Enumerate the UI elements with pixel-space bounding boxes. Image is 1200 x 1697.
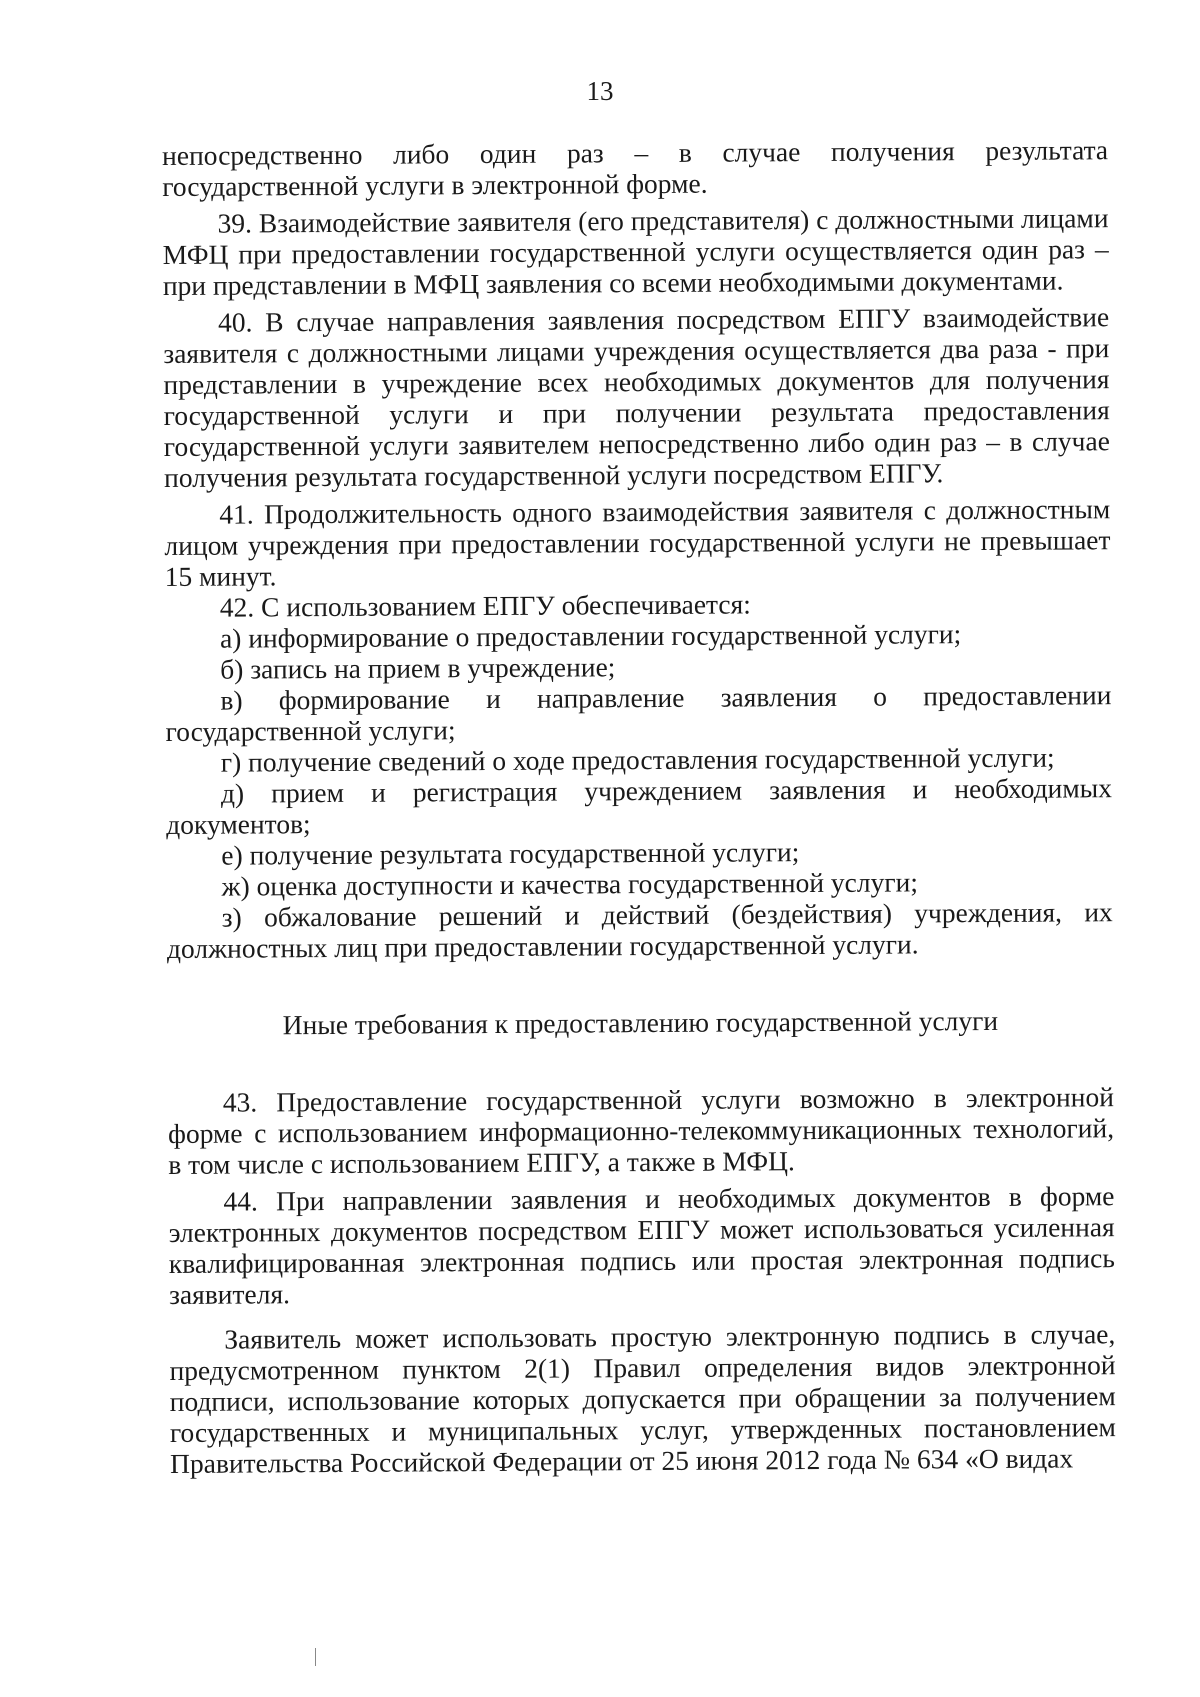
paragraph-44-continued: Заявитель может использовать простую электронную подпись в случае, предусмотренном пунктом 2(1) Правил определения видов электронной подписи, использование которых допускается при обращении за получением государственных и муниципальных услуг, утвержденных постановлением Правительства Российской Федерации от 25 июня 2012 года № 634 «О видах [169,1318,1116,1479]
list-item-d: д) прием и регистрация учреждением заявления и необходимых документов; [166,772,1113,840]
list-item-e: е) получение результата государственной услуги; [221,836,800,871]
list-item-a: а) информирование о предоставлении государственной услуги; [219,618,962,654]
list-item-z: з) обжалование решений и действий (бездействия) учреждения, их должностных лиц при предоставлении государственной услуги. [166,896,1113,964]
paragraph-continuation: непосредственно либо один раз – в случае получения результата государственной услуги в электронной форме. [162,134,1109,202]
list-item-b: б) запись на прием в учреждение; [220,651,616,685]
list-item-v: в) формирование и направление заявления о предоставлении государственной услуги; [165,679,1112,747]
document-body [162,134,1116,1479]
scan-artifact-mark [315,1648,316,1666]
paragraph-41: 41. Продолжительность одного взаимодействия заявителя с должностным лицом учреждения при предоставлении государственной услуги не превышает 15 минут. [164,493,1111,592]
paragraph-43: 43. Предоставление государственной услуги возможно в электронной форме с использованием информационно-телекоммуникационных технологий, в том числе с использованием ЕПГУ, а также в МФЦ. [167,1081,1115,1180]
paragraph-40: 40. В случае направления заявления посредством ЕПГУ взаимодействие заявителя с должностными лицами учреждения осуществляется два раза - при представлении в учреждение всех необходимых документов для получения государственной услуги и при получении результата предоставления государственной услуги заявителем непосредственно либо один раз – в случае получения результата государственной услуги посредством ЕПГУ. [163,301,1110,493]
list-item-g: г) получение сведений о ходе предоставления государственной услуги; [220,741,1055,778]
paragraph-44: 44. При направлении заявления и необходимых документов в форме электронных документов посредством ЕПГУ может использоваться усиленная квалифицированная электронная подпись или простая электронная подпись заявителя. [168,1180,1115,1310]
paragraph-42: 42. С использованием ЕПГУ обеспечивается: [219,588,751,623]
paragraph-39: 39. Взаимодействие заявителя (его представителя) с должностными лицами МФЦ при предоставлении государственной услуги осуществляется один раз – при представлении в МФЦ заявления со всеми необходимыми документами. [162,202,1109,301]
section-heading: Иные требования к предоставлению государственной услуги [282,1004,999,1041]
page-number: 13 [586,76,614,106]
list-item-zh: ж) оценка доступности и качества государственной услуги; [221,866,919,902]
